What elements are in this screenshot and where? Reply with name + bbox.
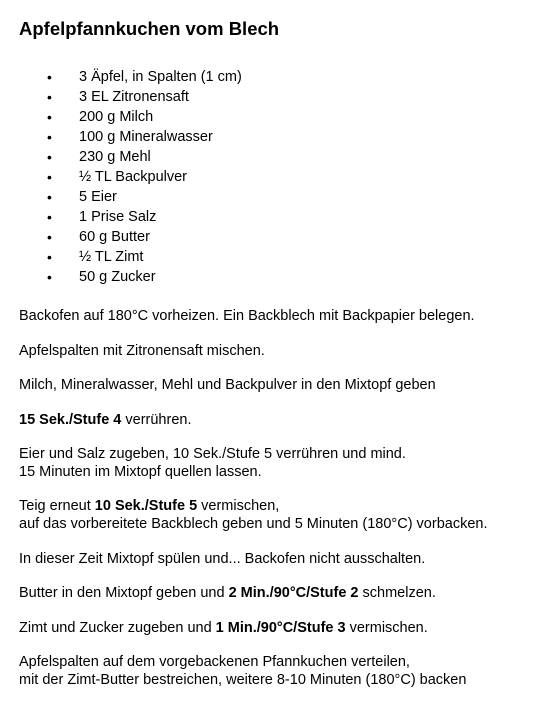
ingredient-text: 3 Äpfel, in Spalten (1 cm): [79, 69, 242, 85]
step-setting: 2 Min./90°C/Stufe 2: [228, 585, 359, 601]
bullet-icon: •: [47, 69, 52, 85]
step-text: 15 Minuten im Mixtopf quellen lassen.: [19, 464, 262, 480]
step-eggs-salt: [19, 445, 406, 481]
ingredient-text: 3 EL Zitronensaft: [79, 89, 189, 105]
recipe-title: Apfelpfannkuchen vom Blech: [19, 18, 280, 39]
ingredient-text: 100 g Mineralwasser: [79, 129, 213, 145]
bullet-icon: •: [47, 109, 52, 125]
step-text: Teig erneut: [19, 498, 95, 514]
bullet-icon: •: [47, 169, 52, 185]
ingredient-text: 60 g Butter: [79, 229, 150, 245]
step-setting: 10 Sek./Stufe 5: [94, 498, 198, 514]
bullet-icon: •: [47, 209, 52, 225]
step-text: vermischen.: [345, 620, 428, 636]
step-prebake: [19, 497, 487, 533]
bullet-icon: •: [47, 269, 52, 285]
bullet-icon: •: [47, 149, 52, 165]
bullet-icon: •: [47, 249, 52, 265]
ingredient-text: 5 Eier: [79, 189, 117, 205]
step-preheat: [19, 307, 475, 325]
ingredient-text: 200 g Milch: [79, 109, 154, 125]
step-clean: [19, 550, 425, 568]
step-mix-batter: [19, 411, 191, 429]
step-text: Eier und Salz zugeben, 10 Sek./Stufe 5 verrühren und mind.: [19, 446, 406, 462]
step-apples: [19, 342, 265, 360]
step-text: mit der Zimt-Butter bestreichen, weitere 8-10 Minuten (180°C) backen: [19, 672, 467, 688]
ingredient-text: 50 g Zucker: [79, 269, 156, 285]
step-setting: 15 Sek./Stufe 4: [19, 412, 122, 428]
step-text: In dieser Zeit Mixtopf spülen und... Backofen nicht ausschalten.: [19, 551, 426, 567]
step-text: verrühren.: [121, 412, 192, 428]
step-setting: 1 Min./90°C/Stufe 3: [215, 620, 346, 636]
ingredient-text: 1 Prise Salz: [79, 209, 157, 225]
step-text: Apfelspalten mit Zitronensaft mischen.: [19, 343, 265, 359]
ingredient-text: ½ TL Zimt: [79, 249, 144, 265]
bullet-icon: •: [47, 89, 52, 105]
step-melt-butter: [19, 584, 436, 602]
ingredient-text: 230 g Mehl: [79, 149, 151, 165]
step-cinnamon-sugar: [19, 619, 428, 637]
step-text: Butter in den Mixtopf geben und: [19, 585, 229, 601]
step-text: Milch, Mineralwasser, Mehl und Backpulver in den Mixtopf geben: [19, 377, 436, 393]
step-text: schmelzen.: [358, 585, 436, 601]
step-text: vermischen,: [197, 498, 280, 514]
step-ingredients-in: [19, 376, 436, 394]
bullet-icon: •: [47, 229, 52, 245]
step-text: Zimt und Zucker zugeben und: [19, 620, 216, 636]
step-finish-bake: [19, 653, 466, 689]
step-text: auf das vorbereitete Backblech geben und 5 Minuten (180°C) vorbacken.: [19, 516, 488, 532]
bullet-icon: •: [47, 129, 52, 145]
step-text: Backofen auf 180°C vorheizen. Ein Backblech mit Backpapier belegen.: [19, 308, 475, 324]
bullet-icon: •: [47, 189, 52, 205]
step-text: Apfelspalten auf dem vorgebackenen Pfannkuchen verteilen,: [19, 654, 410, 670]
ingredient-text: ½ TL Backpulver: [79, 169, 187, 185]
